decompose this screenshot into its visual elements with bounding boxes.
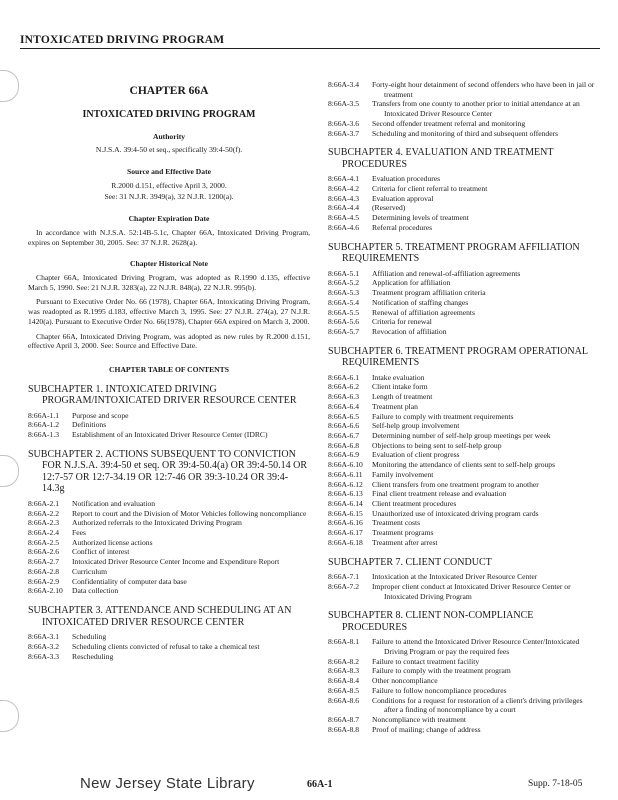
section-number: 8:66A-4.5 <box>328 213 360 223</box>
section-number: 8:66A-8.2 <box>328 656 360 666</box>
toc-entry <box>328 402 598 412</box>
section-number: 8:66A-4.1 <box>328 174 360 184</box>
section-number: 8:66A-6.15 <box>328 508 363 518</box>
section-title: Authorized license actions <box>72 537 153 547</box>
section-title: Transfers from one county to another prior to initial attendance at an Intoxicated Driver Resource Center <box>372 99 580 119</box>
section-number: 8:66A-6.3 <box>328 392 360 402</box>
section-number: 8:66A-3.2 <box>28 641 60 651</box>
supplement-date: Supp. 7-18-05 <box>528 779 583 789</box>
section-number: 8:66A-2.4 <box>28 528 60 538</box>
authority-text: N.J.S.A. 39:4-50 et seq., specifically 39:4-50(f). <box>95 145 243 155</box>
toc-entry <box>328 715 598 725</box>
section-title: Establishment of an Intoxicated Driver Resource Center (IDRC) <box>72 430 268 440</box>
subchapter-heading: SUBCHAPTER 2. ACTIONS SUBSEQUENT TO CONVICTION FOR N.J.S.A. 39:4-50 et seq. OR 39:4-50.4(a) OR 39:4-50.14 OR 12:7-57 OR 12:7-34.19 OR 12:7-46 OR 39:3-10.24 OR 39:4-14.3g <box>28 448 307 495</box>
toc-list <box>328 572 598 601</box>
section-title: Failure to comply with treatment requirements <box>372 411 514 421</box>
chapter-number: CHAPTER 66A <box>129 85 209 97</box>
section-title: Improper client conduct at Intoxicated Driver Resource Center or Intoxicated Driving Program <box>372 581 571 601</box>
section-number: 8:66A-2.5 <box>28 537 60 547</box>
section-number: 8:66A-2.6 <box>28 547 60 557</box>
toc-entry <box>328 373 598 383</box>
toc-entry <box>28 420 310 430</box>
toc-entry <box>328 298 598 308</box>
section-number: 8:66A-8.1 <box>328 637 360 647</box>
section-number: 8:66A-6.11 <box>328 469 363 479</box>
toc-entry <box>28 509 310 519</box>
section-title: Determining levels of treatment <box>372 213 469 223</box>
section-title: Data collection <box>72 586 119 596</box>
section-title: Intoxication at the Intoxicated Driver Resource Center <box>372 572 538 582</box>
subchapter-heading: SUBCHAPTER 5. TREATMENT PROGRAM AFFILIATION REQUIREMENTS <box>328 241 580 265</box>
section-number: 8:66A-5.3 <box>328 288 360 298</box>
toc-entry <box>328 470 598 480</box>
section-title: Treatment costs <box>372 518 421 528</box>
expiration-heading: Chapter Expiration Date <box>128 214 210 224</box>
section-number: 8:66A-8.8 <box>328 724 360 734</box>
running-head: INTOXICATED DRIVING PROGRAM <box>20 34 225 46</box>
section-number: 8:66A-2.2 <box>28 508 60 518</box>
section-number: 8:66A-2.7 <box>28 557 60 567</box>
toc-list <box>328 80 598 138</box>
section-title: Final client treatment release and evaluation <box>372 489 507 499</box>
toc-entry <box>328 696 598 715</box>
punch-hole <box>0 455 19 487</box>
section-number: 8:66A-5.2 <box>328 278 360 288</box>
expiration-text: In accordance with N.J.S.A. 52:14B-5.1c, Chapter 66A, Intoxicated Driving Program, expires on September 30, 2005. See: 37 N.J.R. 2628(a). <box>28 227 310 247</box>
section-title: Fees <box>72 528 86 538</box>
history-paragraph: Chapter 66A, Intoxicated Driving Program, was adopted as new rules by R.2000 d.151, effective April 3, 2000. See: Source and Effective Date. <box>28 331 310 351</box>
section-title: Evaluation procedures <box>372 174 441 184</box>
section-title: Report to court and the Division of Motor Vehicles following noncompliance <box>72 508 307 518</box>
section-title: Renewal of affiliation agreements <box>372 307 475 317</box>
toc-entry <box>28 528 310 538</box>
subchapter-heading: SUBCHAPTER 1. INTOXICATED DRIVING PROGRAM/INTOXICATED DRIVER RESOURCE CENTER <box>28 383 297 407</box>
toc-entry <box>28 567 310 577</box>
section-title: Determining number of self-help group meetings per week <box>372 430 551 440</box>
toc-list <box>328 269 598 337</box>
toc-entry <box>328 412 598 422</box>
section-title: Client treatment procedures <box>372 499 457 508</box>
section-number: 8:66A-8.3 <box>328 666 360 676</box>
toc-entry <box>328 572 598 582</box>
toc-entry <box>328 288 598 298</box>
toc-entry <box>328 657 598 667</box>
section-number: 8:66A-6.5 <box>328 411 360 421</box>
toc-entry <box>328 80 598 99</box>
section-number: 8:66A-8.7 <box>328 715 360 724</box>
section-number: 8:66A-3.7 <box>328 128 360 138</box>
subchapter-heading: SUBCHAPTER 6. TREATMENT PROGRAM OPERATIONAL REQUIREMENTS <box>328 345 588 369</box>
section-number: 8:66A-6.8 <box>328 440 360 450</box>
section-title: Proof of mailing; change of address <box>372 724 481 734</box>
section-number: 8:66A-6.7 <box>328 430 360 440</box>
toc-entry <box>328 392 598 402</box>
source-line: R.2000 d.151, effective April 3, 2000. <box>111 180 227 190</box>
section-number: 8:66A-6.17 <box>328 528 363 538</box>
toc-entry <box>28 577 310 587</box>
section-number: 8:66A-2.1 <box>28 498 60 508</box>
section-number: 8:66A-6.14 <box>328 499 363 508</box>
section-number: 8:66A-6.6 <box>328 421 360 431</box>
toc-entry <box>328 480 598 490</box>
subchapter-heading: SUBCHAPTER 8. CLIENT NON-COMPLIANCE PROCEDURES <box>328 610 534 633</box>
section-number: 8:66A-6.2 <box>328 382 360 392</box>
section-title: Noncompliance with treatment <box>372 715 467 724</box>
toc-list <box>28 411 310 440</box>
toc-entry <box>328 327 598 337</box>
section-title: Conditions for a request for restoration of a client's driving privileges after a finding of noncompliance by a court <box>372 695 583 715</box>
section-number: 8:66A-6.12 <box>328 479 363 489</box>
section-title: Definitions <box>72 420 107 430</box>
toc-entry <box>28 642 310 652</box>
section-title: Treatment program affiliation criteria <box>372 288 486 298</box>
section-title: Monitoring the attendance of clients sent to self-help groups <box>372 460 556 470</box>
section-number: 8:66A-3.6 <box>328 118 360 128</box>
toc-entry <box>328 489 598 499</box>
authority-heading: Authority <box>152 131 186 141</box>
section-number: 8:66A-5.4 <box>328 297 360 307</box>
section-number: 8:66A-1.2 <box>28 420 60 430</box>
section-title: Treatment after arrest <box>372 537 438 547</box>
section-number: 8:66A-6.18 <box>328 537 363 547</box>
toc-entry <box>328 213 598 223</box>
section-number: 8:66A-3.3 <box>28 651 60 661</box>
toc-entry <box>328 308 598 318</box>
source-line: See: 31 N.J.R. 3949(a), 32 N.J.R. 1200(a). <box>104 192 234 202</box>
section-title: Affiliation and renewal-of-affiliation agreements <box>372 268 521 278</box>
section-number: 8:66A-1.1 <box>28 410 60 420</box>
section-title: Rescheduling <box>72 651 114 661</box>
toc-entry <box>328 382 598 392</box>
section-title: Other noncompliance <box>372 676 438 686</box>
section-title: Objections to being sent to self-help group <box>372 440 502 450</box>
section-title: Notification of staffing changes <box>372 297 469 307</box>
section-title: Revocation of affiliation <box>372 326 447 336</box>
section-number: 8:66A-2.3 <box>28 518 60 528</box>
toc-entry <box>328 317 598 327</box>
toc-entry <box>328 582 598 601</box>
section-title: Self-help group involvement <box>372 421 460 431</box>
section-number: 8:66A-5.6 <box>328 317 360 327</box>
toc-entry <box>328 666 598 676</box>
section-title: Curriculum <box>72 566 108 576</box>
toc-list <box>328 637 598 734</box>
section-number: 8:66A-4.6 <box>328 222 360 232</box>
section-title: Referral procedures <box>372 222 433 232</box>
toc-entry <box>328 686 598 696</box>
section-number: 8:66A-7.2 <box>328 581 360 591</box>
section-number: 8:66A-2.10 <box>28 586 63 596</box>
toc-entry <box>328 184 598 194</box>
section-number: 8:66A-6.1 <box>328 372 360 382</box>
toc-entry <box>328 725 598 735</box>
section-title: Treatment plan <box>372 401 418 411</box>
section-number: 8:66A-6.9 <box>328 450 360 460</box>
toc-entry <box>328 194 598 204</box>
toc-entry <box>328 499 598 509</box>
punch-hole <box>0 700 19 732</box>
punch-hole <box>0 70 19 102</box>
section-title: Evaluation of client progress <box>372 450 460 460</box>
section-number: 8:66A-5.1 <box>328 268 360 278</box>
section-title: Treatment programs <box>372 528 434 538</box>
toc-heading: CHAPTER TABLE OF CONTENTS <box>109 365 229 375</box>
toc-entry <box>28 538 310 548</box>
toc-entry <box>328 509 598 519</box>
section-number: 8:66A-6.13 <box>328 489 363 499</box>
toc-entry <box>328 421 598 431</box>
toc-entry <box>328 269 598 279</box>
section-number: 8:66A-5.5 <box>328 307 360 317</box>
toc-entry <box>28 499 310 509</box>
subchapter-heading: SUBCHAPTER 4. EVALUATION AND TREATMENT PROCEDURES <box>328 147 554 170</box>
subchapter-heading: SUBCHAPTER 3. ATTENDANCE AND SCHEDULING AT AN INTOXICATED DRIVER RESOURCE CENTER <box>28 605 292 628</box>
toc-entry <box>328 441 598 451</box>
section-title: Scheduling and monitoring of third and subsequent offenders <box>372 128 559 138</box>
history-paragraph: Pursuant to Executive Order No. 66 (1978), Chapter 66A, Intoxicating Driving Program, was readopted as R.1995 d.183, effective March 3, 1995. See: 27 N.J.R. 274(a), 27 N.J.R. 1420(a). Pursuant to Executive Order No. 66(1978), Chapter 66A expired on March 3, 2000. <box>28 297 310 326</box>
section-title: Confidentiality of computer data base <box>72 576 187 586</box>
toc-entry <box>328 174 598 184</box>
section-number: 8:66A-4.4 <box>328 203 360 213</box>
section-title: Client transfers from one treatment program to another <box>372 479 539 489</box>
right-column <box>328 80 598 734</box>
toc-entry <box>328 223 598 233</box>
section-number: 8:66A-5.7 <box>328 326 360 336</box>
section-number: 8:66A-4.3 <box>328 193 360 203</box>
toc-entry <box>28 586 310 596</box>
page-number: 66A-1 <box>307 779 333 790</box>
subchapter-heading: SUBCHAPTER 7. CLIENT CONDUCT <box>328 556 492 568</box>
history-heading: Chapter Historical Note <box>130 259 208 269</box>
toc-entry <box>328 278 598 288</box>
section-number: 8:66A-6.4 <box>328 401 360 411</box>
toc-entry <box>28 652 310 662</box>
toc-entry <box>328 450 598 460</box>
section-title: Failure to follow noncompliance procedures <box>372 685 507 695</box>
toc-entry <box>328 119 598 129</box>
section-title: Family involvement <box>372 469 434 479</box>
history-paragraph: Chapter 66A, Intoxicated Driving Program, was adopted as R.1990 d.135, effective March 5, 1990. See: 21 N.J.R. 3283(a), 22 N.J.R. 848(a), 22 N.J.R. 995(b). <box>28 272 310 292</box>
section-number: 8:66A-6.16 <box>328 518 363 528</box>
toc-list <box>328 373 598 548</box>
section-title: Intoxicated Driver Resource Center Income and Expenditure Report <box>72 557 280 567</box>
toc-entry <box>28 411 310 421</box>
section-number: 8:66A-4.2 <box>328 184 360 194</box>
toc-entry <box>28 430 310 440</box>
toc-entry <box>328 129 598 139</box>
section-number: 8:66A-8.6 <box>328 695 360 705</box>
section-number: 8:66A-7.1 <box>328 572 360 582</box>
toc-list <box>28 499 310 596</box>
toc-entry <box>328 203 598 213</box>
section-title: Purpose and scope <box>72 410 129 420</box>
section-title: Notification and evaluation <box>72 498 156 508</box>
toc-entry <box>328 518 598 528</box>
toc-list <box>328 174 598 232</box>
toc-entry <box>328 637 598 656</box>
library-stamp: New Jersey State Library <box>80 775 255 792</box>
section-number: 8:66A-2.9 <box>28 576 60 586</box>
section-title: Failure to attend the Intoxicated Driver Resource Center/Intoxicated Driving Program or pay the required fees <box>372 637 580 656</box>
toc-entry <box>328 538 598 548</box>
section-title: Application for affiliation <box>372 278 451 288</box>
section-number: 8:66A-3.1 <box>28 632 60 642</box>
section-title: Failure to comply with the treatment program <box>372 666 511 676</box>
section-number: 8:66A-3.4 <box>328 80 360 89</box>
section-number: 8:66A-6.10 <box>328 460 363 470</box>
section-title: Criteria for client referral to treatment <box>372 184 488 194</box>
section-title: Scheduling clients convicted of refusal to take a chemical test <box>72 641 260 651</box>
section-number: 8:66A-8.4 <box>328 676 360 686</box>
section-number: 8:66A-8.5 <box>328 685 360 695</box>
section-title: Second offender treatment referral and monitoring <box>372 118 526 128</box>
section-number: 8:66A-1.3 <box>28 430 60 440</box>
header-rule <box>20 48 600 49</box>
section-title: Evaluation approval <box>372 193 434 203</box>
left-column <box>28 78 310 661</box>
toc-entry <box>328 460 598 470</box>
toc-entry <box>328 676 598 686</box>
section-title: Authorized referrals to the Intoxicated Driving Program <box>72 518 242 528</box>
section-number: 8:66A-2.8 <box>28 566 60 576</box>
toc-entry <box>328 99 598 118</box>
toc-entry <box>28 557 310 567</box>
section-title: Intake evaluation <box>372 372 425 382</box>
toc-entry <box>328 528 598 538</box>
section-title: Conflict of interest <box>72 547 130 557</box>
source-heading: Source and Effective Date <box>126 166 211 176</box>
toc-entry <box>328 431 598 441</box>
chapter-title: INTOXICATED DRIVING PROGRAM <box>82 108 256 120</box>
section-title: Scheduling <box>72 632 107 642</box>
section-title: Failure to contact treatment facility <box>372 656 480 666</box>
section-title: Unauthorized use of intoxicated driving program cards <box>372 508 539 518</box>
section-title: Length of treatment <box>372 392 433 402</box>
toc-entry <box>28 632 310 642</box>
toc-entry <box>28 547 310 557</box>
toc-entry <box>28 518 310 528</box>
section-title: Criteria for renewal <box>372 317 432 327</box>
section-title: Forty-eight hour detainment of second offenders who have been in jail or treatment <box>372 80 595 99</box>
section-number: 8:66A-3.5 <box>328 99 360 109</box>
section-title: (Reserved) <box>372 203 406 213</box>
toc-list <box>28 632 310 661</box>
section-title: Client intake form <box>372 382 428 392</box>
